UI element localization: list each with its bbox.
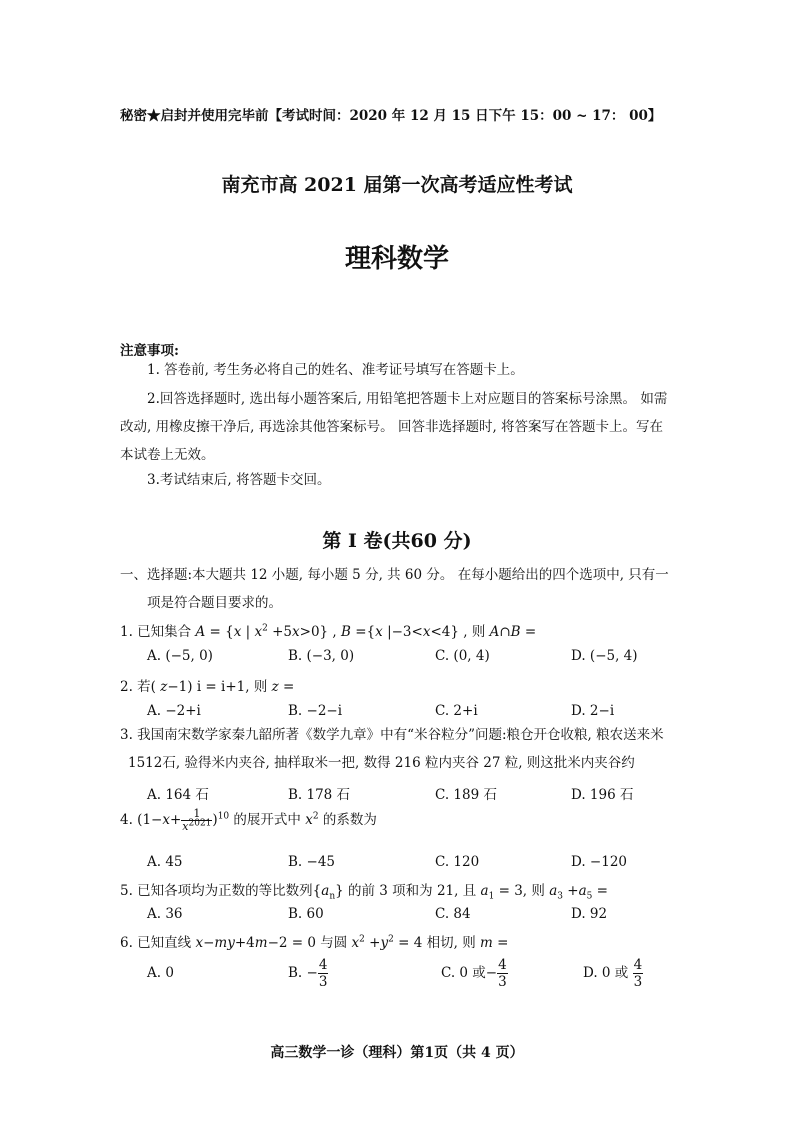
q2-option-c: C. 2+i: [435, 703, 478, 719]
question-5: 5. 已知各项均为正数的等比数列$\{a_n\}$ 的前 3 项和为 21, 且 $a_1 = 3$, 则 $a_3 +a_5$ =: [120, 883, 608, 902]
q5-option-d: D. 92: [571, 906, 608, 922]
q4-option-a: A. 45: [147, 854, 183, 870]
q1-option-a: A. (−5, 0): [147, 648, 213, 664]
question-1: 1. 已知集合 A = {x | $x^2 +5x>0$} , B ={x |−3<x<4} , 则 A∩B =: [120, 623, 537, 640]
subject-title: 理科数学: [344, 244, 449, 274]
q1-option-d: D. (−5, 4): [571, 648, 638, 664]
q2-option-a: A. −2+i: [147, 703, 201, 719]
q6-option-d: D. 0 或 $\frac{4}{3}$: [583, 957, 643, 990]
q3-option-d: D. 196 石: [571, 787, 634, 803]
section-heading: 第 I 卷(共60 分): [322, 530, 472, 552]
q3-option-c: C. 189 石: [435, 787, 497, 803]
q5-option-b: B. 60: [288, 906, 324, 922]
q6-option-c: C. 0 或− $\frac{4}{3}$: [441, 957, 507, 990]
question-3: 3. 我国南宋数学家秦九韶所著《数学九章》中有“米谷粒分”问题:粮仓开仓收粮, 粮农送来米1512石, 验得米内夹谷, 抽样取米一把, 数得 216 粒内夹谷 27 粒, 则这批米内夹谷约: [120, 727, 664, 771]
q4-option-c: C. 120: [435, 854, 480, 870]
note-item-2: 2.回答选择题时, 选出每小题答案后, 用铅笔把答题卡上对应题目的答案标号涂黑。 如需改动, 用橡皮擦干净后, 再选涂其他答案标号。 回答非选择题时, 将答案写在答题卡上。写在本试卷上无效。: [120, 391, 668, 463]
q2-option-b: B. −2−i: [288, 703, 343, 719]
notes-heading: 注意事项:: [120, 343, 179, 359]
note-item-1: 1. 答卷前, 考生务必将自己的姓名、准考证号填写在答题卡上。: [147, 362, 524, 378]
q1-option-b: B. (−3, 0): [288, 648, 355, 664]
exam-title: 南充市高 2021 届第一次高考适应性考试: [221, 174, 573, 196]
instructions: 一、选择题:本大题共 12 小题, 每小题 5 分, 共 60 分。 在每小题给出的四个选项中, 只有一项是符合题目要求的。: [120, 567, 669, 611]
q1-option-c: C. (0, 4): [435, 648, 490, 664]
page-footer: 高三数学一诊（理科）第1页（共 4 页）: [270, 1045, 524, 1061]
question-2: 2. 若( z−1) i = i+1, 则 z =: [120, 679, 295, 695]
q6-option-b: B. − $\frac{4}{3}$: [288, 957, 328, 990]
q5-option-c: C. 84: [435, 906, 471, 922]
q4-option-b: B. −45: [288, 854, 335, 870]
q2-option-d: D. 2−i: [571, 703, 615, 719]
question-6: 6. 已知直线 x−my+4m−2 = 0 与圆 $x^2 +y^2 = 4$ 相切, 则 m =: [120, 934, 509, 951]
confidential-header: 秘密★启封并使用完毕前【考试时间：2020 年 12 月 15 日下午 15：00 ~ 17： 00】: [120, 108, 662, 124]
q5-option-a: A. 36: [147, 906, 183, 922]
question-4: 4. (1−x+ $\frac{1}{x^{2021}}$ )$^{10}$ 的展开式中 $x^2$ 的系数为: [120, 807, 377, 833]
q3-option-a: A. 164 石: [147, 787, 209, 803]
q6-option-a: A. 0: [147, 965, 174, 981]
q3-option-b: B. 178 石: [288, 787, 351, 803]
note-item-3: 3.考试结束后, 将答题卡交回。: [147, 472, 331, 488]
q4-option-d: D. −120: [571, 854, 628, 870]
q4-fraction: $\frac{1}{x^{2021}}$: [182, 807, 212, 833]
